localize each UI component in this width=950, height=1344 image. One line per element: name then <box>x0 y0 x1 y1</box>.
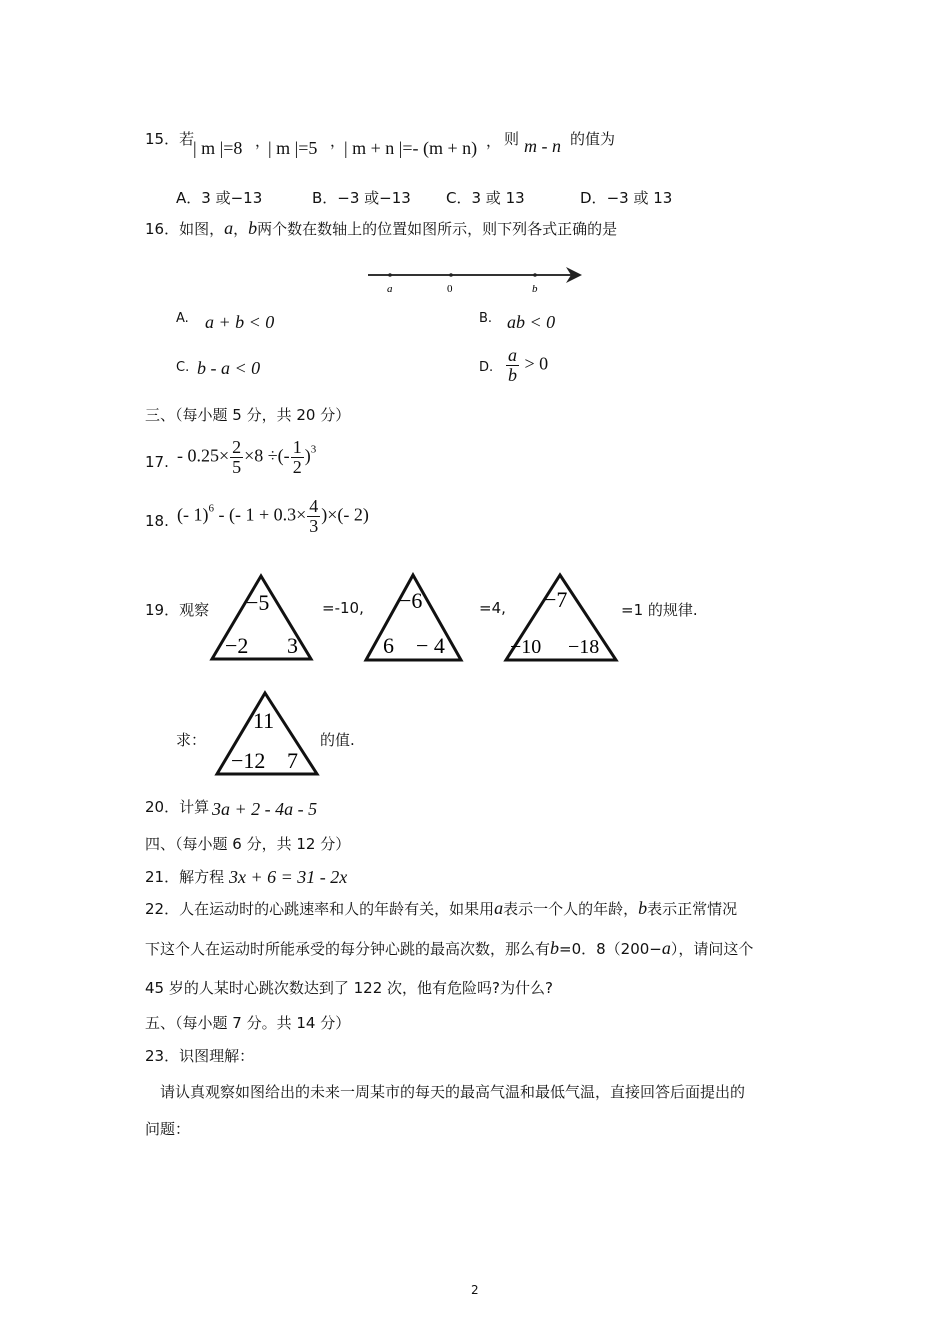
q15-option-c: C．3 或 13 <box>446 189 525 207</box>
section-5-heading: 五、（每小题 7 分。共 14 分） <box>145 1014 351 1032</box>
q19-ask: 求： <box>176 731 207 749</box>
q20-expression: 3a + 2 - 4a - 5 <box>212 799 318 819</box>
q22-line2: 下这个人在运动时所能承受的每分钟心跳的最高次数，那么有b=0．8（200−a），请问这个 <box>145 938 754 958</box>
triangle-2-right: − 4 <box>416 633 445 658</box>
q23-line2: 问题： <box>145 1120 191 1138</box>
q17-expression: - 0.25× $\frac{2}{5}$ ×8 ÷(- $\frac{1}{2}$ )$^3$ <box>177 437 317 477</box>
triangle-2-top: −6 <box>399 588 423 613</box>
q21-label: 21．解方程 <box>145 868 225 886</box>
axis-label-b: b <box>532 283 538 295</box>
point-b <box>533 273 537 277</box>
triangle-4-left: −12 <box>231 748 266 773</box>
q15-expr1: | m |=8 <box>193 138 243 158</box>
q15-expr4: m - n <box>524 136 561 156</box>
q15-expr2: | m |=5 <box>268 138 318 158</box>
q15-prefix: 若 <box>179 130 195 148</box>
q18-number: 18. <box>145 512 169 530</box>
q15-number: 15． <box>145 130 180 148</box>
q15-option-a: A．3 或−13 <box>176 189 263 207</box>
q17-number: 17. <box>145 453 169 471</box>
triangle-1-top: −5 <box>246 590 270 615</box>
axis-label-zero: 0 <box>447 283 453 295</box>
triangle-4-top: 11 <box>253 708 275 733</box>
triangle-3-right: −18 <box>568 636 600 658</box>
q16-option-b-label: B. <box>479 311 493 326</box>
q15-expr3: | m + n |=- (m + n) <box>344 138 478 158</box>
q21-expression: 3x + 6 = 31 - 2x <box>229 867 348 887</box>
triangle-3-left: −10 <box>510 636 542 658</box>
triangle-3 <box>502 572 620 664</box>
q20-label: 20．计算 <box>145 798 210 816</box>
q23-line1: 请认真观察如图给出的未来一周某市的每天的最高气温和最低气温，直接回答后面提出的 <box>160 1083 746 1101</box>
q15-sep1: ， <box>255 132 271 150</box>
q16-option-a-label: A. <box>176 311 189 326</box>
q16-option-a-expr: a + b < 0 <box>205 312 275 332</box>
q16-option-d-label: D. <box>479 360 494 375</box>
q22-line3: 45 岁的人某时心跳次数达到了 122 次，他有危险吗?为什么? <box>145 979 553 997</box>
q19-eq3: =1 的规律. <box>621 601 698 619</box>
page-number: 2 <box>471 1283 479 1297</box>
q22-line1: 22．人在运动时的心跳速率和人的年龄有关，如果用a表示一个人的年龄，b表示正常情况 <box>145 898 738 918</box>
q16-question: 16．如图，a，b两个数在数轴上的位置如图所示，则下列各式正确的是 <box>145 218 618 238</box>
triangle-3-top: −7 <box>544 587 568 612</box>
q18-expression: (- 1)$^6$ - (- 1 + 0.3× $\frac{4}{3}$ )×(- 2) <box>177 496 369 536</box>
q19-observe: 19．观察 <box>145 601 210 619</box>
triangle-4-right: 7 <box>287 748 298 773</box>
triangle-2 <box>362 572 464 664</box>
triangle-1-left: −2 <box>225 633 249 658</box>
triangle-2-left: 6 <box>383 633 394 658</box>
q16-option-c-label: C. <box>176 360 190 375</box>
q15-option-d: D．−3 或 13 <box>580 189 673 207</box>
q19-ask-suffix: 的值. <box>320 731 355 749</box>
q15-sep3: ， <box>486 132 502 150</box>
q15-sep2: ， <box>330 132 346 150</box>
section-3-heading: 三、（每小题 5 分，共 20 分） <box>145 406 351 424</box>
q15-then: 则 <box>504 130 520 148</box>
q15-suffix: 的值为 <box>570 130 616 148</box>
q15-option-b: B．−3 或−13 <box>312 189 411 207</box>
q19-eq2: =4, <box>479 599 506 617</box>
q23-title: 23．识图理解： <box>145 1047 255 1065</box>
point-zero <box>449 273 453 277</box>
q16-option-d-expr: $\frac{a}{b}$ > 0 <box>508 345 549 385</box>
triangle-1 <box>208 573 314 663</box>
q16-option-c-expr: b - a < 0 <box>197 358 261 378</box>
section-4-heading: 四、（每小题 6 分，共 12 分） <box>145 835 351 853</box>
axis-label-a: a <box>387 283 393 295</box>
q19-eq1: =-10, <box>322 599 364 617</box>
point-a <box>388 273 392 277</box>
q16-option-b-expr: ab < 0 <box>507 312 556 332</box>
triangle-4 <box>213 690 321 778</box>
q15-question <box>145 128 194 149</box>
number-line <box>360 262 590 296</box>
triangle-1-right: 3 <box>287 633 298 658</box>
